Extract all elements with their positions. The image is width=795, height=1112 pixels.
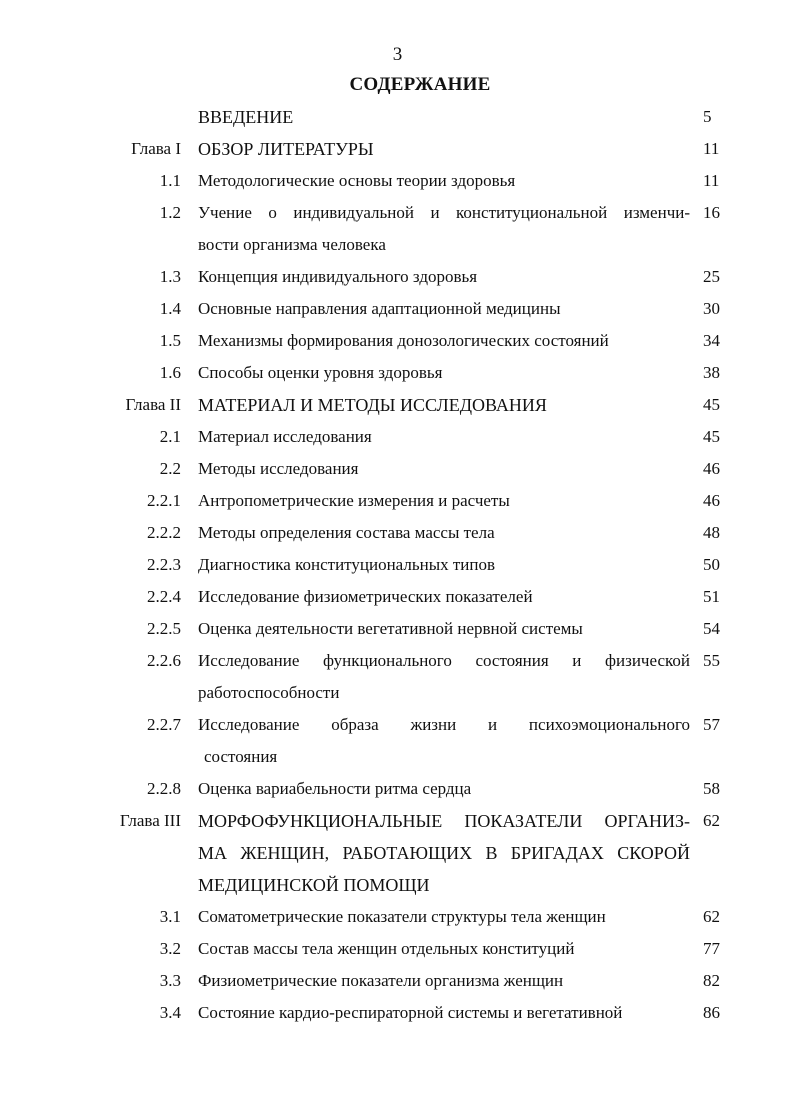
toc-entry-title	[198, 581, 690, 613]
toc-entry-title-line: Методы исследования	[198, 459, 359, 478]
toc-entry-title-line: Исследование образа жизни и психоэмоционального	[198, 715, 690, 734]
toc-entry-title	[198, 261, 690, 293]
toc-entry-title-line: МЕДИЦИНСКОЙ ПОМОЩИ	[198, 875, 430, 895]
toc-entry-title	[198, 933, 690, 965]
toc-entry-number: 3.3	[159, 971, 181, 990]
toc-entry-title	[198, 901, 690, 933]
page-number: 3	[392, 44, 403, 65]
toc-entry	[0, 773, 795, 805]
toc-entry	[0, 581, 795, 613]
toc-entry-title	[198, 549, 690, 581]
toc-entry-number: 2.2	[159, 459, 181, 478]
toc-entry-title	[198, 709, 690, 773]
toc-entry-number: 3.4	[159, 1003, 181, 1022]
toc-entry-title-line: Физиометрические показатели организма женщин	[198, 971, 564, 990]
toc-entry-title-line: Состав массы тела женщин отдельных конституций	[198, 939, 575, 958]
toc-entry-page: 86	[703, 1003, 720, 1022]
toc-entry-number: Глава I	[131, 139, 181, 158]
toc-entry-page: 77	[703, 939, 720, 958]
table-of-contents	[0, 101, 795, 1029]
toc-entry-title-line: вости организма человека	[198, 235, 386, 254]
toc-entry-title	[198, 197, 690, 261]
toc-entry-page: 45	[703, 395, 720, 414]
toc-entry-page: 55	[703, 651, 720, 670]
toc-entry-page: 50	[703, 555, 720, 574]
toc-entry-title-line: Способы оценки уровня здоровья	[198, 363, 443, 382]
toc-entry	[0, 165, 795, 197]
toc-entry	[0, 357, 795, 389]
toc-entry-title-line: Концепция индивидуального здоровья	[198, 267, 478, 286]
toc-entry-page: 57	[703, 715, 720, 734]
toc-entry	[0, 613, 795, 645]
toc-entry-title-line: Методы определения состава массы тела	[198, 523, 495, 542]
toc-entry-number: 2.2.5	[147, 619, 181, 638]
toc-entry-page: 58	[703, 779, 720, 798]
toc-entry	[0, 709, 795, 773]
toc-entry-title	[198, 997, 690, 1029]
toc-entry-number: 2.2.3	[147, 555, 181, 574]
toc-entry-number: 3.2	[159, 939, 181, 958]
toc-entry-number: 2.2.8	[147, 779, 181, 798]
toc-entry-number: 2.2.2	[147, 523, 181, 542]
toc-entry-title	[198, 101, 690, 133]
toc-entry	[0, 485, 795, 517]
toc-entry-title	[198, 389, 690, 421]
toc-entry-page: 25	[703, 267, 720, 286]
toc-entry-number: 1.4	[159, 299, 181, 318]
toc-entry-page: 5	[703, 107, 712, 126]
toc-entry-title-line: Антропометрические измерения и расчеты	[198, 491, 510, 510]
toc-entry	[0, 197, 795, 261]
toc-entry-number: 2.2.4	[147, 587, 181, 606]
toc-entry-title-line: ОБЗОР ЛИТЕРАТУРЫ	[198, 139, 374, 159]
toc-entry-page: 46	[703, 491, 720, 510]
toc-entry-title	[198, 517, 690, 549]
toc-entry-title-line: Исследование функционального состояния и физической	[198, 651, 690, 670]
toc-entry-page: 48	[703, 523, 720, 542]
toc-entry-title-line: Методологические основы теории здоровья	[198, 171, 516, 190]
toc-entry-title-line: МАТЕРИАЛ И МЕТОДЫ ИССЛЕДОВАНИЯ	[198, 395, 547, 415]
page-title: СОДЕРЖАНИЕ	[349, 74, 491, 95]
toc-entry-title	[198, 645, 690, 709]
toc-entry	[0, 389, 795, 421]
toc-entry-page: 46	[703, 459, 720, 478]
toc-entry-page: 30	[703, 299, 720, 318]
toc-entry-page: 34	[703, 331, 720, 350]
toc-entry-title-line: Исследование физиометрических показателей	[198, 587, 533, 606]
toc-entry-title	[198, 613, 690, 645]
toc-entry-number: 2.2.1	[147, 491, 181, 510]
toc-entry	[0, 325, 795, 357]
toc-entry-page: 54	[703, 619, 720, 638]
toc-entry-number: 2.1	[159, 427, 181, 446]
toc-entry	[0, 293, 795, 325]
toc-entry-page: 11	[703, 171, 720, 190]
toc-entry-page: 38	[703, 363, 720, 382]
toc-entry-number: Глава II	[125, 395, 181, 414]
toc-entry-title	[198, 165, 690, 197]
toc-entry-title	[198, 965, 690, 997]
toc-entry	[0, 965, 795, 997]
toc-entry-title	[198, 357, 690, 389]
toc-entry-page: 11	[703, 139, 720, 158]
toc-entry-title-line: Материал исследования	[198, 427, 372, 446]
toc-entry-title	[198, 325, 690, 357]
toc-entry-number: Глава III	[119, 811, 181, 830]
toc-entry-number: 1.6	[159, 363, 181, 382]
toc-entry-title-line: Состояние кардио-респираторной системы и вегетативной	[198, 1003, 623, 1022]
toc-entry-title-line: работоспособности	[198, 683, 340, 702]
toc-entry-number: 3.1	[159, 907, 181, 926]
toc-entry-page: 62	[703, 811, 720, 830]
toc-entry-title	[198, 805, 690, 901]
toc-entry-title	[198, 133, 690, 165]
toc-entry	[0, 997, 795, 1029]
toc-entry	[0, 645, 795, 709]
toc-entry-number: 2.2.7	[147, 715, 181, 734]
toc-entry-page: 45	[703, 427, 720, 446]
toc-entry-page: 51	[703, 587, 720, 606]
toc-entry-title-line: Оценка деятельности вегетативной нервной системы	[198, 619, 583, 638]
toc-entry-title-line: Диагностика конституциональных типов	[198, 555, 496, 574]
toc-entry-title-line: МОРФОФУНКЦИОНАЛЬНЫЕ ПОКАЗАТЕЛИ ОРГАНИЗ-	[198, 811, 690, 831]
toc-entry-title-line: Механизмы формирования донозологических состояний	[198, 331, 609, 350]
toc-entry	[0, 805, 795, 901]
toc-entry-title	[198, 421, 690, 453]
toc-entry-number: 1.2	[159, 203, 181, 222]
toc-entry	[0, 133, 795, 165]
toc-entry-title-line: Основные направления адаптационной медицины	[198, 299, 561, 318]
toc-entry-title-line: Учение о индивидуальной и конституциональной изменчи-	[198, 203, 690, 222]
toc-entry-number: 1.1	[159, 171, 181, 190]
toc-entry-title	[198, 485, 690, 517]
toc-entry	[0, 901, 795, 933]
toc-entry-page: 62	[703, 907, 720, 926]
toc-entry-title	[198, 293, 690, 325]
toc-entry-number: 1.3	[159, 267, 181, 286]
toc-entry-number: 2.2.6	[147, 651, 181, 670]
toc-entry	[0, 261, 795, 293]
toc-entry-page: 82	[703, 971, 720, 990]
toc-entry-title-line: состояния	[204, 747, 278, 766]
toc-entry-title-line: Оценка вариабельности ритма сердца	[198, 779, 472, 798]
toc-entry-title	[198, 453, 690, 485]
toc-entry-title	[198, 773, 690, 805]
toc-entry-title-line: Соматометрические показатели структуры тела женщин	[198, 907, 606, 926]
toc-entry	[0, 933, 795, 965]
toc-entry-title-line: МА ЖЕНЩИН, РАБОТАЮЩИХ В БРИГАДАХ СКОРОЙ	[198, 843, 690, 863]
toc-entry-page: 16	[703, 203, 720, 222]
toc-entry-title-line: ВВЕДЕНИЕ	[198, 107, 294, 127]
toc-entry	[0, 517, 795, 549]
toc-entry	[0, 549, 795, 581]
toc-entry	[0, 101, 795, 133]
toc-entry	[0, 453, 795, 485]
toc-entry-number: 1.5	[159, 331, 181, 350]
toc-entry	[0, 421, 795, 453]
